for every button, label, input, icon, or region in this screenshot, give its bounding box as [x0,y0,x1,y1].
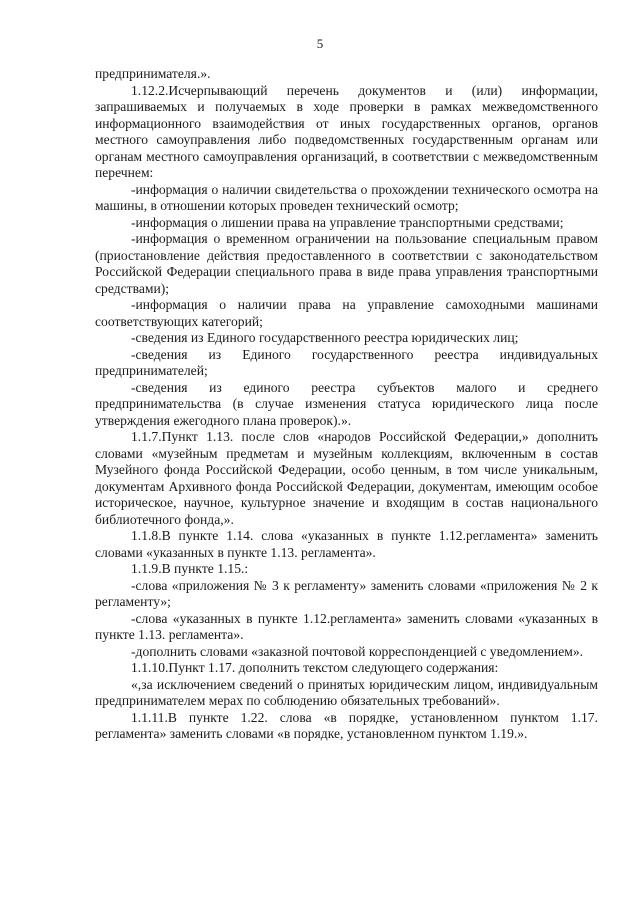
document-body [95,66,598,743]
paragraph-1: предпринимателя.». [95,66,211,81]
paragraph-15: -дополнить словами «заказной почтовой корреспонденцией с уведомлением». [131,643,584,659]
paragraph-18: 1.1.11.В пункте 1.22. слова «в порядке, установленном пунктом 1.17. регламента» заменить словами «в порядке, установленном пунктом 1.19.». [95,709,598,741]
paragraph-12: 1.1.9.В пункте 1.15.: [131,561,249,576]
paragraph-10: 1.1.7.Пункт 1.13. после слов «народов Российской Федерации,» дополнить словами «музейным предметам и музейным коллекциям, включенным в состав Музейного фонда Российской Федерации, особо ценным, в том числе уникальным, документам Архивного фонда Российской Федерации, документам, имеющим особое историческое, научное, культурное значение и входящим в состав национального библиотечного фонда,». [95,429,598,527]
page-number: 5 [316,36,324,51]
paragraph-6: -информация о наличии права на управление самоходными машинами соответствующих категорий; [95,297,598,329]
paragraph-16: 1.1.10.Пункт 1.17. дополнить текстом следующего содержания: [131,660,499,675]
paragraph-8: -сведения из Единого государственного реестра индивидуальных предпринимателей; [95,346,598,378]
paragraph-5: -информация о временном ограничении на пользование специальным правом (приостановление действия предоставленного в соответствии с законодательством Российской Федерации специального права в виде права управления транспортными средствами); [95,231,598,296]
paragraph-17: «,за исключением сведений о принятых юридическим лицом, индивидуальным предпринимателем мерах по соблюдению обязательных требований». [95,676,598,708]
paragraph-9: -сведения из единого реестра субъектов малого и среднего предпринимательства (в случае изменения статуса юридического лица после утверждения ежегодного плана проверок).». [95,379,598,428]
paragraph-2: 1.12.2.Исчерпывающий перечень документов и (или) информации, запрашиваемых и получаемых в ходе проверки в рамках межведомственного информационного взаимодействия от иных государственных органов, органов местного самоуправления либо подведомственных государственным органам или органам местного самоуправления организаций, в соответствии с межведомственным перечнем: [95,82,598,180]
paragraph-7: -сведения из Единого государственного реестра юридических лиц; [131,330,519,345]
paragraph-14: -слова «указанных в пункте 1.12.регламента» заменить словами «указанных в пункте 1.13. регламента». [95,610,598,642]
paragraph-13: -слова «приложения № 3 к регламенту» заменить словами «приложения № 2 к регламенту»; [95,577,598,609]
paragraph-11: 1.1.8.В пункте 1.14. слова «указанных в пункте 1.12.регламента» заменить словами «указанных в пункте 1.13. регламента». [95,528,598,560]
paragraph-3: -информация о наличии свидетельства о прохождении технического осмотра на машины, в отношении которых проведен технический осмотр; [95,181,598,213]
paragraph-4: -информация о лишении права на управление транспортными средствами; [131,214,564,230]
